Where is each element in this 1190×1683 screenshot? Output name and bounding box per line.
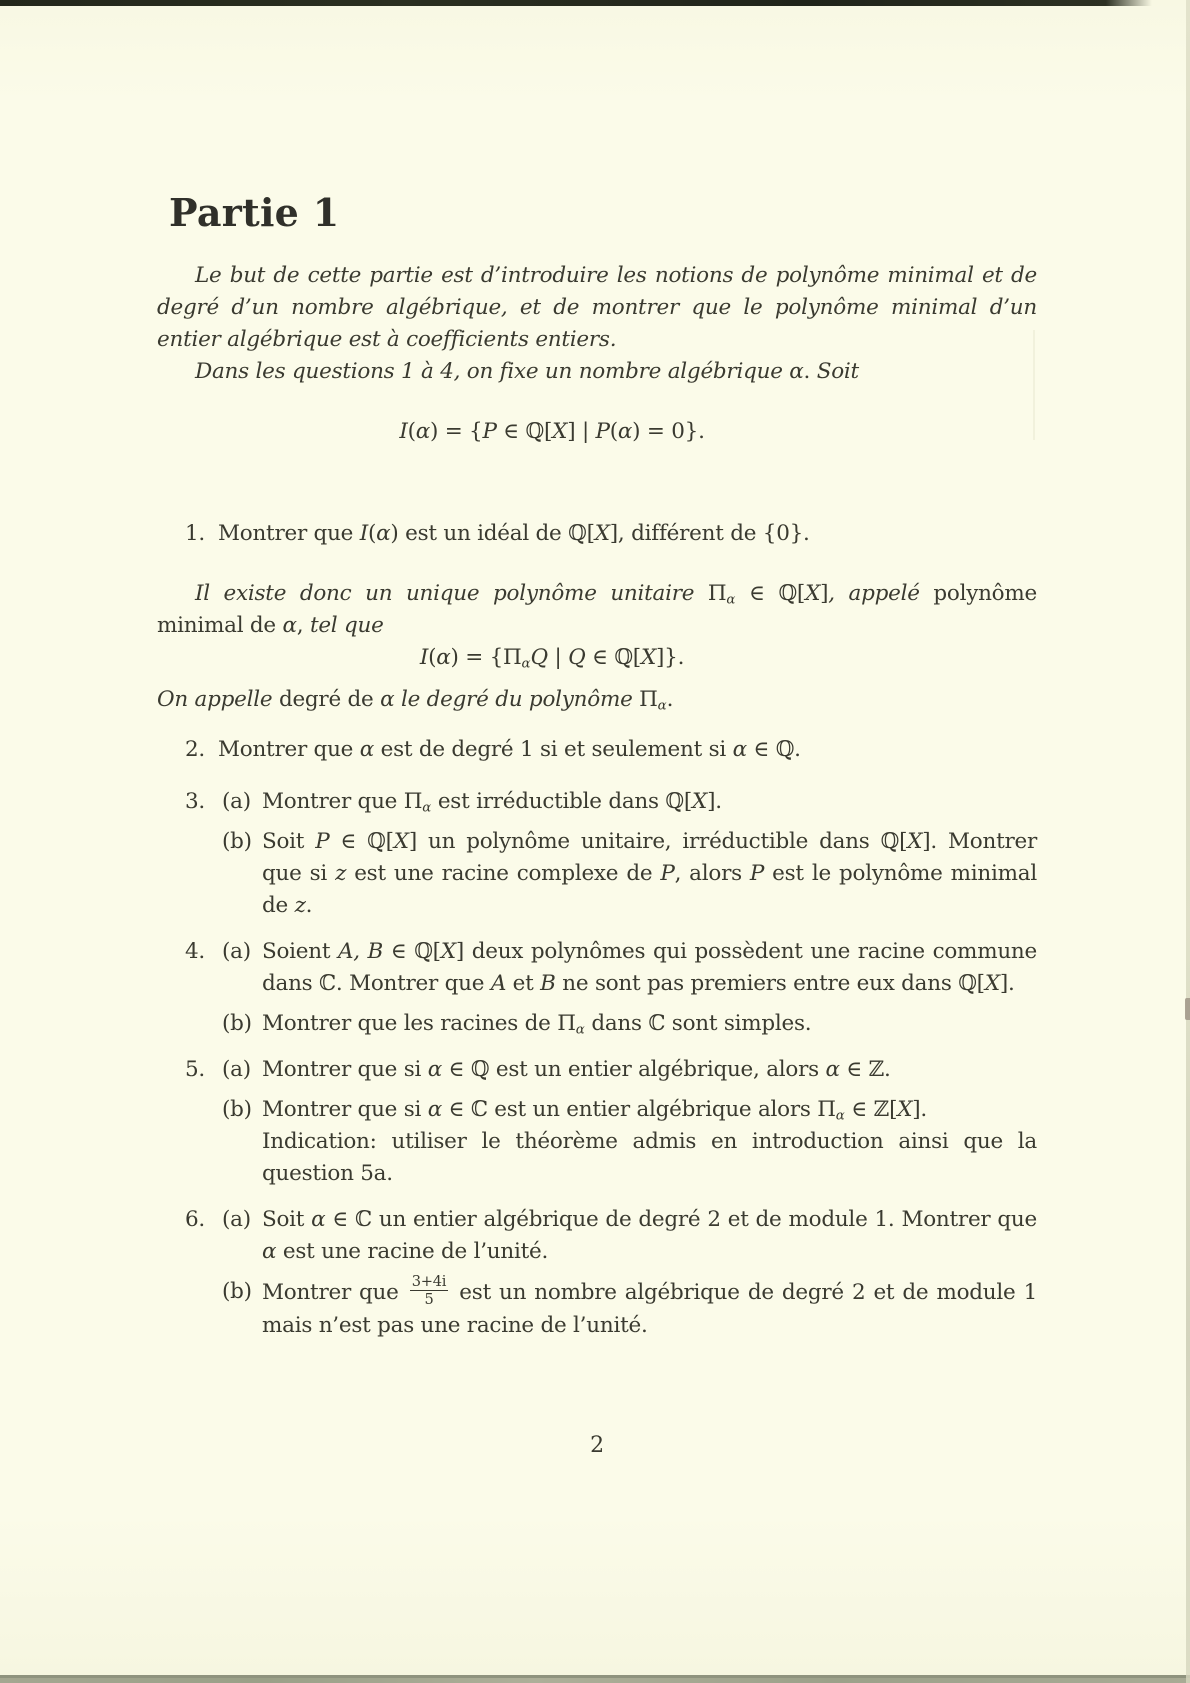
- intro-paragraph-1: Le but de cette partie est d’introduire les notions de polynôme minimal et de degré d’un nombre algébrique, et de montrer que le polynôme minimal d’un entier algébrique est à coefficients entiers.: [157, 263, 1037, 352]
- question-6-number: 6.: [185, 1207, 206, 1232]
- question-2-number: 2.: [185, 737, 206, 762]
- question-1: [157, 518, 1037, 550]
- degree-definition-paragraph: On appelle degré de α le degré du polynôme $\Pi_\alpha$.: [157, 687, 674, 714]
- question-3b-label: (b): [222, 829, 252, 854]
- question-1-number: 1.: [185, 521, 206, 546]
- section-title: Partie 1: [169, 190, 340, 235]
- equation-minimal-polynomial: $I(\alpha) = \{\Pi_\alpha Q$ | Q ∈ ℚ[X]}.: [419, 645, 685, 672]
- question-5a-text: Montrer que si α ∈ ℚ est un entier algébrique, alors α ∈ ℤ.: [262, 1057, 891, 1082]
- question-6: [157, 1204, 1037, 1342]
- question-3a-label: (a): [222, 789, 251, 814]
- question-6a-text: Soit α ∈ ℂ un entier algébrique de degré 2 et de module 1. Montrer que α est une racine de l’unité.: [262, 1207, 1037, 1264]
- page-number: 2: [590, 1433, 604, 1458]
- question-4a: [157, 936, 1037, 1000]
- question-1-text: Montrer que I(α) est un idéal de ℚ[X], différent de {0}.: [218, 521, 810, 546]
- question-5a: [157, 1054, 1037, 1086]
- question-5a-label: (a): [222, 1057, 251, 1082]
- question-3b: [157, 826, 1037, 922]
- page-content: [157, 0, 1038, 1458]
- minimal-polynomial-paragraph: Il existe donc un unique polynôme unitaire $\Pi_\alpha$ ∈ ℚ[X], appelé polynôme minimal de α, tel que: [157, 581, 1037, 638]
- question-3-number: 3.: [185, 789, 206, 814]
- question-6b-text: Montrer que $\frac{3+4i}{5}$ est un nombre algébrique de degré 2 et de module 1 mais n’est pas une racine de l’unité.: [262, 1273, 1037, 1338]
- question-2-text: Montrer que α est de degré 1 si et seulement si α ∈ ℚ.: [218, 737, 801, 762]
- question-4: [157, 936, 1037, 1040]
- question-4b: [157, 1008, 1037, 1040]
- question-6a-label: (a): [222, 1207, 251, 1232]
- question-6a: [157, 1204, 1037, 1268]
- question-6b-label: (b): [222, 1279, 252, 1304]
- question-4a-label: (a): [222, 939, 251, 964]
- scan-right-edge: [1186, 0, 1190, 1683]
- question-4-number: 4.: [185, 939, 206, 964]
- question-2: [157, 734, 1037, 766]
- question-3a: [157, 786, 1037, 818]
- question-6b: [157, 1273, 1037, 1342]
- scan-bottom-edge: [0, 1675, 1190, 1683]
- question-5b-label: (b): [222, 1097, 252, 1122]
- question-4a-text: Soient A, B ∈ ℚ[X] deux polynômes qui possèdent une racine commune dans ℂ. Montrer que A et B ne sont pas premiers entre eux dans ℚ[X].: [262, 939, 1037, 996]
- question-3: [157, 786, 1037, 922]
- intro-paragraph-2: Dans les questions 1 à 4, on fixe un nombre algébrique α. Soit: [195, 359, 859, 384]
- question-3a-text: Montrer que $\Pi_\alpha$ est irréductible dans ℚ[X].: [262, 789, 722, 816]
- question-5-number: 5.: [185, 1057, 206, 1082]
- scan-right-mark: [1185, 998, 1190, 1020]
- question-4b-text: Montrer que les racines de $\Pi_\alpha$ dans ℂ sont simples.: [262, 1011, 812, 1038]
- question-3b-text: Soit P ∈ ℚ[X] un polynôme unitaire, irréductible dans ℚ[X]. Montrer que si z est une racine complexe de P, alors P est le polynôme minimal de z.: [262, 829, 1038, 918]
- question-5b: [157, 1094, 1037, 1190]
- question-4b-label: (b): [222, 1011, 252, 1036]
- question-5: [157, 1054, 1037, 1190]
- equation-ideal-definition: I(α) = {P ∈ ℚ[X] | P(α) = 0}.: [399, 419, 705, 444]
- question-5b-text: Montrer que si α ∈ ℂ est un entier algébrique alors $\Pi_\alpha$ ∈ ℤ[X]. Indication: utiliser le théorème admis en introduction ainsi que la question 5a.: [262, 1097, 1037, 1186]
